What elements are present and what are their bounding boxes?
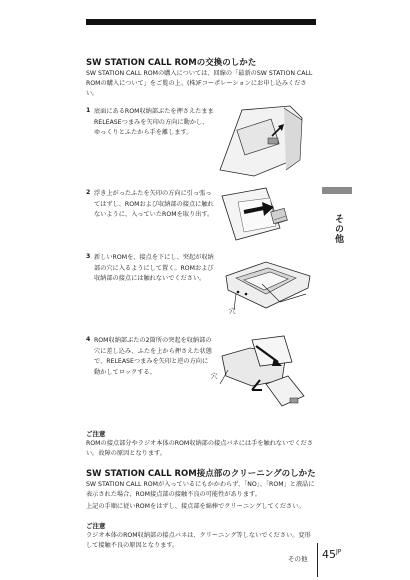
- cleaning-paragraph-2: 上記の手順に従いROMをはずし、接点部を綿棒でクリーニングしてください。: [86, 503, 305, 510]
- page-number-suffix: JP: [336, 548, 342, 556]
- step-2-text: 浮き上がったふたを矢印の方向に引っ張ってはずし、ROMおよび収納部の接点に触れないように、入っていたROMを取り出す。: [94, 190, 214, 218]
- step-4-text: ROM収納部ぶたの2箇所の突起を収納部の穴に差し込み、ふたを上から押さえた状態で、RELEASEつまみを矢印と逆の方向に動かしてロックする。: [94, 337, 212, 376]
- step-4-illustration: [212, 326, 312, 418]
- footer-divider: [317, 543, 318, 577]
- side-tab-marker: [322, 187, 352, 194]
- step-1-text: 底面にあるROM収納部ぶたを押さえたままRELEASEつまみを矢印の方向に動かし、ゆっくりとふたから手を離します。: [94, 108, 214, 136]
- step-4-number: 4: [86, 336, 91, 343]
- step-1-number: 1: [86, 107, 91, 114]
- note-2-text: ラジオ本体のROM収納部の接点バネは、クリーニング等しないでください。変形して接触不良の原因となります。: [86, 532, 311, 549]
- footer-section-name: その他: [288, 555, 308, 563]
- step-3-number: 3: [86, 253, 91, 260]
- page-number-value: 45: [322, 548, 336, 561]
- step-2-number: 2: [86, 189, 91, 196]
- note-2-heading: ご注意: [86, 522, 106, 530]
- note-1-text: ROMの接点部分やラジオ本体のROM収納部の接点バネには手を触れないでください。故障の原因となります。: [86, 440, 314, 457]
- page-number: [322, 548, 341, 561]
- section-title-contact-cleaning: SW STATION CALL ROM接点部のクリーニングのしかた: [86, 469, 316, 479]
- top-rule: [86, 19, 316, 25]
- side-tab-label: その他: [333, 214, 343, 244]
- hole-label-step-3: 穴: [229, 307, 236, 315]
- cleaning-paragraph-1: SW STATION CALL ROMが入っているにもかかわらず、「NO」、「ROM」と液晶に表示された場合、ROM接点部の接触不良の可能性があります。: [86, 481, 315, 498]
- intro-paragraph: SW STATION CALL ROMの購入については、回線の「最新のSW STATION CALL ROMの購入について」をご覧の上、(株)Fコーポレーションにお申し込みください。: [86, 70, 313, 97]
- note-1-heading: ご注意: [86, 430, 106, 438]
- step-1-illustration: [214, 100, 304, 180]
- step-3-text: 新しいROMを、接点を下にし、突起が収納部の穴に入るようにして置く。ROMおよび収納部の接点には触れないでください。: [94, 254, 214, 282]
- step-2-illustration: [214, 182, 304, 257]
- section-title-rom-replacement: SW STATION CALL ROMの交換のしかた: [86, 58, 257, 68]
- hole-label-step-4: 穴: [211, 372, 218, 380]
